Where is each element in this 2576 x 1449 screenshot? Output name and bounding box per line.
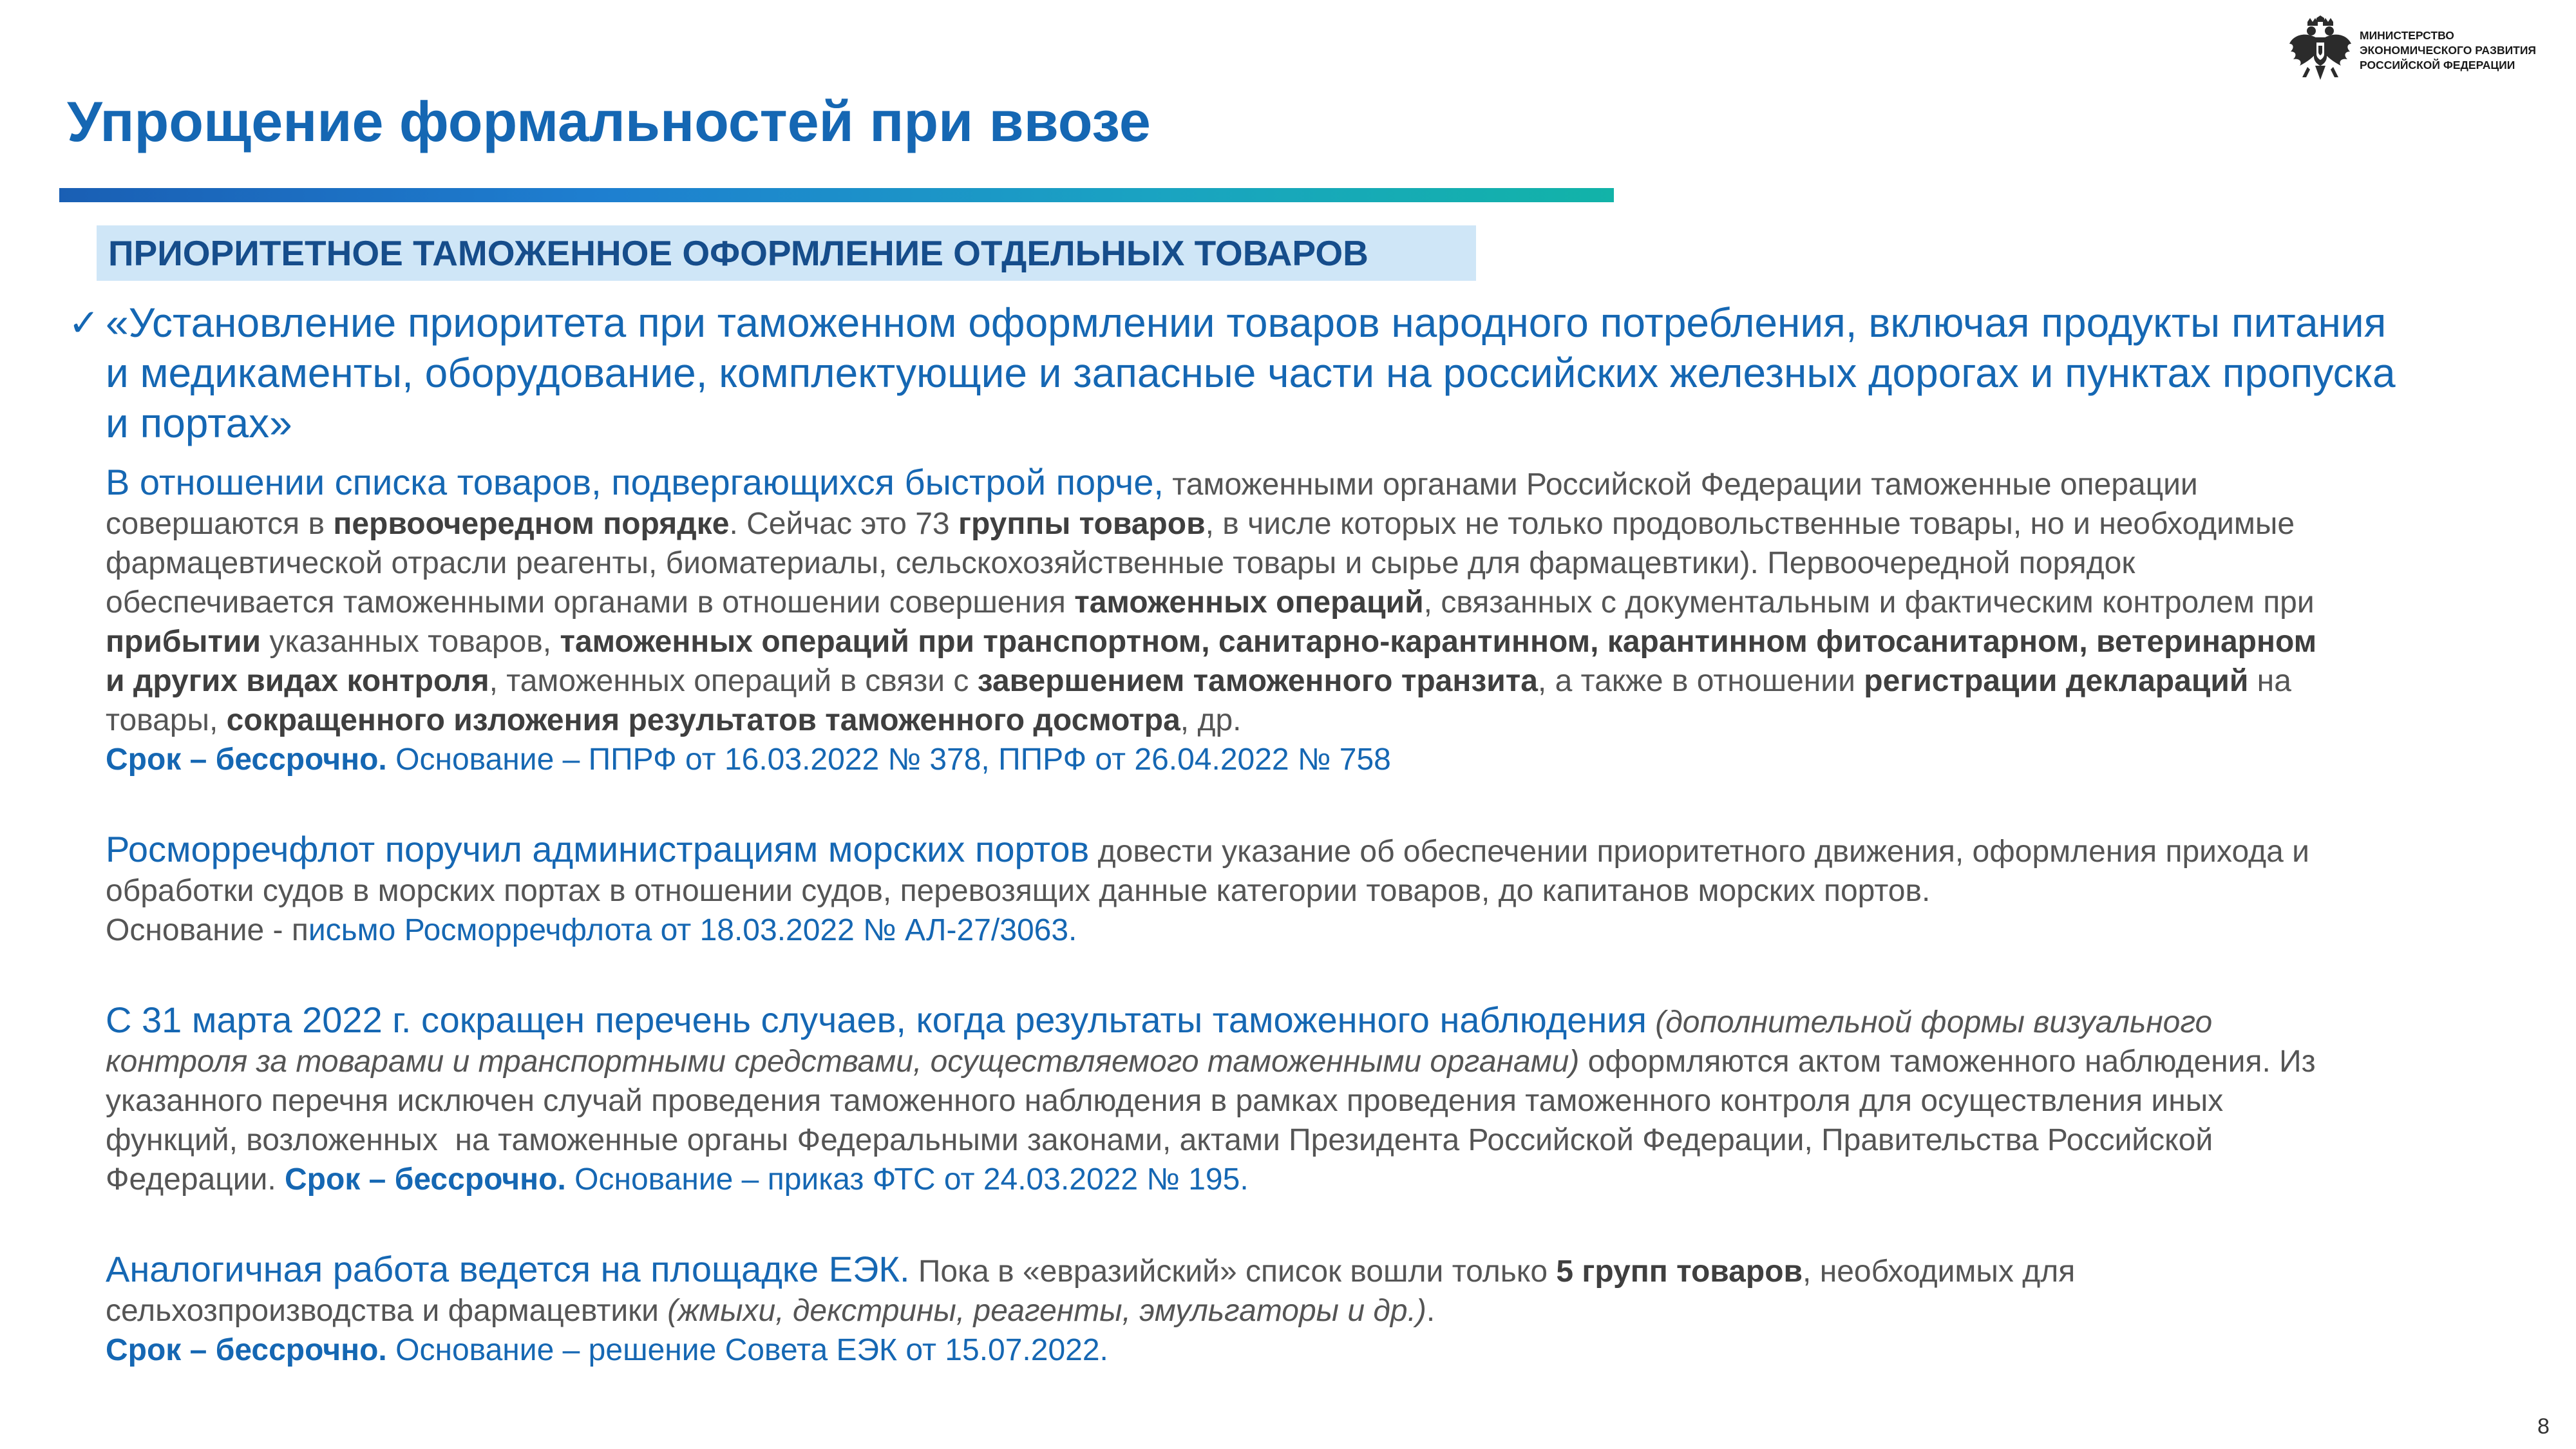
- text: указанных товаров,: [260, 625, 560, 659]
- bold-text: таможенных операций при транспортном, санитарно-карантинном, карантинном фитосанитарном, ветеринарном: [560, 625, 2317, 659]
- bold-text: таможенных операций: [1074, 585, 1424, 620]
- italic-text: контроля за товарами и транспортными средствами, осуществляемого таможенными органами): [106, 1045, 1580, 1079]
- title-underline-bar: [59, 188, 1614, 202]
- text: обработки судов в морских портах в отношении судов, перевозящих данные категории товаров, до капитанов морских портов.: [106, 874, 1931, 908]
- text: , а также в отношении: [1537, 664, 1864, 698]
- text: . Сейчас это 73: [729, 507, 958, 541]
- text: совершаются в: [106, 507, 334, 541]
- text: функций, возложенных на таможенные органы Федеральными законами, актами Президента Российской Федерации, Правительства Российской: [106, 1123, 2213, 1157]
- basis-text: Основание – ППРФ от 16.03.2022 № 378, ППРФ от 26.04.2022 № 758: [386, 743, 1391, 777]
- text: , необходимых для: [1803, 1255, 2076, 1289]
- text: , связанных с документальным и фактическим контролем при: [1423, 585, 2315, 620]
- block-eec: [106, 1249, 2456, 1370]
- ministry-line: ЭКОНОМИЧЕСКОГО РАЗВИТИЯ: [2360, 44, 2537, 57]
- text: на: [2248, 664, 2291, 698]
- block-customs-observation: [106, 1000, 2456, 1199]
- basis-prefix: Основание - п: [106, 913, 308, 947]
- bold-text: первоочередном порядке: [333, 507, 730, 541]
- block-perishable-goods: [106, 462, 2456, 779]
- bold-text: 5 групп товаров: [1556, 1255, 1803, 1289]
- bold-text: прибытии: [106, 625, 261, 659]
- text: сельхозпроизводства и фармацевтики: [106, 1294, 668, 1328]
- text: обеспечивается таможенными органами в отношении совершения: [106, 585, 1075, 620]
- basis-text: Основание – приказ ФТС от 24.03.2022 № 195.: [565, 1162, 1249, 1197]
- text: , др.: [1180, 703, 1242, 737]
- term-label: Срок – бессрочно.: [285, 1162, 566, 1197]
- bold-text: и других видах контроля: [106, 664, 489, 698]
- basis-text: исьмо Росморречфлота от 18.03.2022 № АЛ-27/3063.: [308, 913, 1077, 947]
- ministry-line: РОССИЙСКОЙ ФЕДЕРАЦИИ: [2360, 59, 2515, 71]
- page-title: Упрощение формальностей при ввозе: [67, 90, 1151, 153]
- text: довести указание об обеспечении приоритетного движения, оформления прихода и: [1089, 835, 2309, 869]
- content-body: [106, 462, 2456, 1370]
- text: Пока в «евразийский» список вошли только: [909, 1255, 1557, 1289]
- text: товары,: [106, 703, 227, 737]
- basis-text: Основание – решение Совета ЕЭК от 15.07.2022.: [386, 1333, 1108, 1367]
- slide-number: 8: [2537, 1414, 2550, 1439]
- text: фармацевтической отрасли реагенты, биоматериалы, сельскохозяйственные товары и сырье для фармацевтики). Первоочередной порядок: [106, 546, 2136, 580]
- text: указанного перечня исключен случай проведения таможенного наблюдения в рамках проведения таможенного контроля для осуществления иных: [106, 1084, 2224, 1118]
- ministry-line: МИНИСТЕРСТВО: [2360, 29, 2454, 42]
- checkmark-icon: ✓: [68, 301, 100, 345]
- term-label: Срок – бессрочно.: [106, 1333, 387, 1367]
- italic-text: (дополнительной формы визуального: [1646, 1005, 2213, 1039]
- text: , в числе которых не только продовольственные товары, но и необходимые: [1205, 507, 2295, 541]
- block-sea-ports: [106, 829, 2456, 950]
- block-lead: Аналогичная работа ведется на площадке ЕЭК.: [106, 1249, 910, 1289]
- bold-text: сокращенного изложения результатов таможенного досмотра: [226, 703, 1180, 737]
- text: таможенными органами Российской Федерации таможенные операции: [1163, 468, 2198, 502]
- bold-text: регистрации деклараций: [1864, 664, 2249, 698]
- measure-quote: «Установление приоритета при таможенном оформлении товаров народного потребления, включая продукты питания и медикаменты, оборудование, комплектующие и запасные части на российских железных дорогах и пунктах пропуска и портах»: [106, 299, 2396, 446]
- bold-text: группы товаров: [958, 507, 1206, 541]
- block-lead: Росморречфлот поручил администрациям морских портов: [106, 829, 1090, 869]
- block-lead: С 31 марта 2022 г. сокращен перечень случаев, когда результаты таможенного наблюдения: [106, 999, 1647, 1040]
- block-lead: В отношении списка товаров, подвергающихся быстрой порче,: [106, 462, 1164, 502]
- text: .: [1426, 1294, 1435, 1328]
- ministry-name: [2360, 28, 2553, 73]
- term-label: Срок – бессрочно.: [106, 743, 387, 777]
- text: , таможенных операций в связи с: [489, 664, 978, 698]
- text: Федерации.: [106, 1162, 285, 1197]
- text: оформляются актом таможенного наблюдения. Из: [1579, 1045, 2316, 1079]
- section-tag: ПРИОРИТЕТНОЕ ТАМОЖЕННОЕ ОФОРМЛЕНИЕ ОТДЕЛЬНЫХ ТОВАРОВ: [97, 225, 1476, 281]
- italic-text: (жмыхи, декстрины, реагенты, эмульгаторы и др.): [667, 1294, 1426, 1328]
- bold-text: завершением таможенного транзита: [977, 664, 1538, 698]
- double-headed-eagle-emblem-icon: [2288, 15, 2353, 88]
